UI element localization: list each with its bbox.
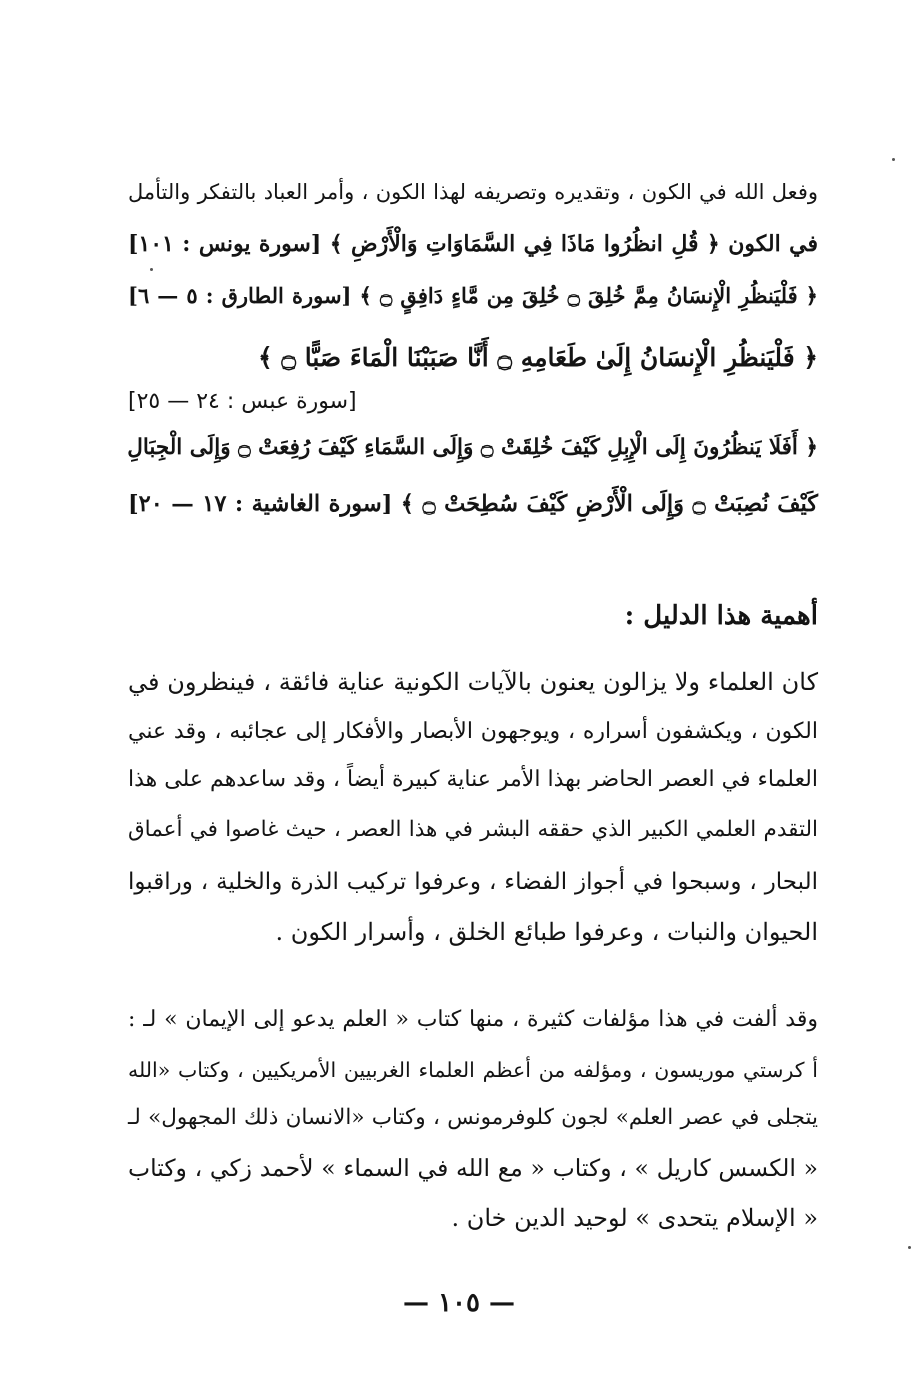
scan-speck xyxy=(908,1246,911,1249)
paragraph-line: وقد ألفت في هذا مؤلفات كثيرة ، منها كتاب « العلم يدعو إلى الإيمان » لـ : xyxy=(128,1007,818,1032)
scan-speck xyxy=(150,268,153,271)
surah-reference-abasa: [سورة عبس : ٢٤ — ٢٥] xyxy=(128,389,357,414)
verse-line-tariq: ﴿ فَلْيَنظُرِ الْإِنسَانُ مِمَّ خُلِقَ ۝ خُلِقَ مِن مَّاءٍ دَافِقٍ ۝ ﴾ [سورة الطارق : ٥ — ٦] xyxy=(128,283,818,308)
verse-line-ghashiya-2: كَيْفَ نُصِبَتْ ۝ وَإِلَى الْأَرْضِ كَيْفَ سُطِحَتْ ۝ ﴾ [سورة الغاشية : ١٧ — ٢٠] xyxy=(128,491,819,517)
paragraph-line: يتجلى في عصر العلم» لجون كلوفرمونس ، وكتاب «الانسان ذلك المجهول» لـ xyxy=(128,1105,818,1130)
verse-line-abasa: ﴿ فَلْيَنظُرِ الْإِنسَانُ إِلَىٰ طَعَامِهِ ۝ أَنَّا صَبَبْنَا الْمَاءَ صَبًّا ۝ ﴾ xyxy=(258,343,818,372)
paragraph-line: كان العلماء ولا يزالون يعنون بالآيات الكونية عناية فائقة ، فينظرون في xyxy=(128,668,819,696)
section-heading: أهمية هذا الدليل : xyxy=(624,601,818,631)
paragraph-line: التقدم العلمي الكبير الذي حققه البشر في هذا العصر ، حيث غاصوا في أعماق xyxy=(128,817,818,842)
paragraph-line: الكون ، ويكشفون أسراره ، ويوجهون الأبصار والأفكار إلى عجائبه ، وقد عني xyxy=(128,719,818,744)
page-number: — ١٠٥ — xyxy=(402,1288,516,1318)
scan-speck xyxy=(892,158,895,161)
paragraph-line: البحار ، وسبحوا في أجواز الفضاء ، وعرفوا تركيب الذرة والخلية ، وراقبوا xyxy=(128,869,818,895)
paragraph-line: الحيوان والنبات ، وعرفوا طبائع الخلق ، وأسرار الكون . xyxy=(275,918,818,946)
paragraph-line: العلماء في العصر الحاضر بهذا الأمر عناية كبيرة أيضاً ، وقد ساعدهم على هذا xyxy=(128,767,818,792)
paragraph-line: « الإسلام يتحدى » لوحيد الدين خان . xyxy=(451,1204,818,1232)
paragraph-line: أ كرستي موريسون ، ومؤلفه من أعظم العلماء الغربيين الأمريكيين ، وكتاب «الله xyxy=(128,1058,818,1082)
verse-line-yunus: في الكون ﴿ قُلِ انظُرُوا مَاذَا فِي السَّمَاوَاتِ وَالْأَرْضِ ﴾ [سورة يونس : ١٠١] xyxy=(128,231,818,257)
paragraph-line: « الكسس كاريل » ، وكتاب « مع الله في السماء » لأحمد زكي ، وكتاب xyxy=(128,1154,818,1182)
verse-line-ghashiya-1: ﴿ أَفَلَا يَنظُرُونَ إِلَى الْإِبِلِ كَيْفَ خُلِقَتْ ۝ وَإِلَى السَّمَاءِ كَيْفَ رُفِعَتْ ۝ وَإِلَى الْجِبَالِ xyxy=(127,435,818,460)
text-line: وفعل الله في الكون ، وتقديره وتصريفه لهذا الكون ، وأمر العباد بالتفكر والتأمل xyxy=(128,180,818,204)
